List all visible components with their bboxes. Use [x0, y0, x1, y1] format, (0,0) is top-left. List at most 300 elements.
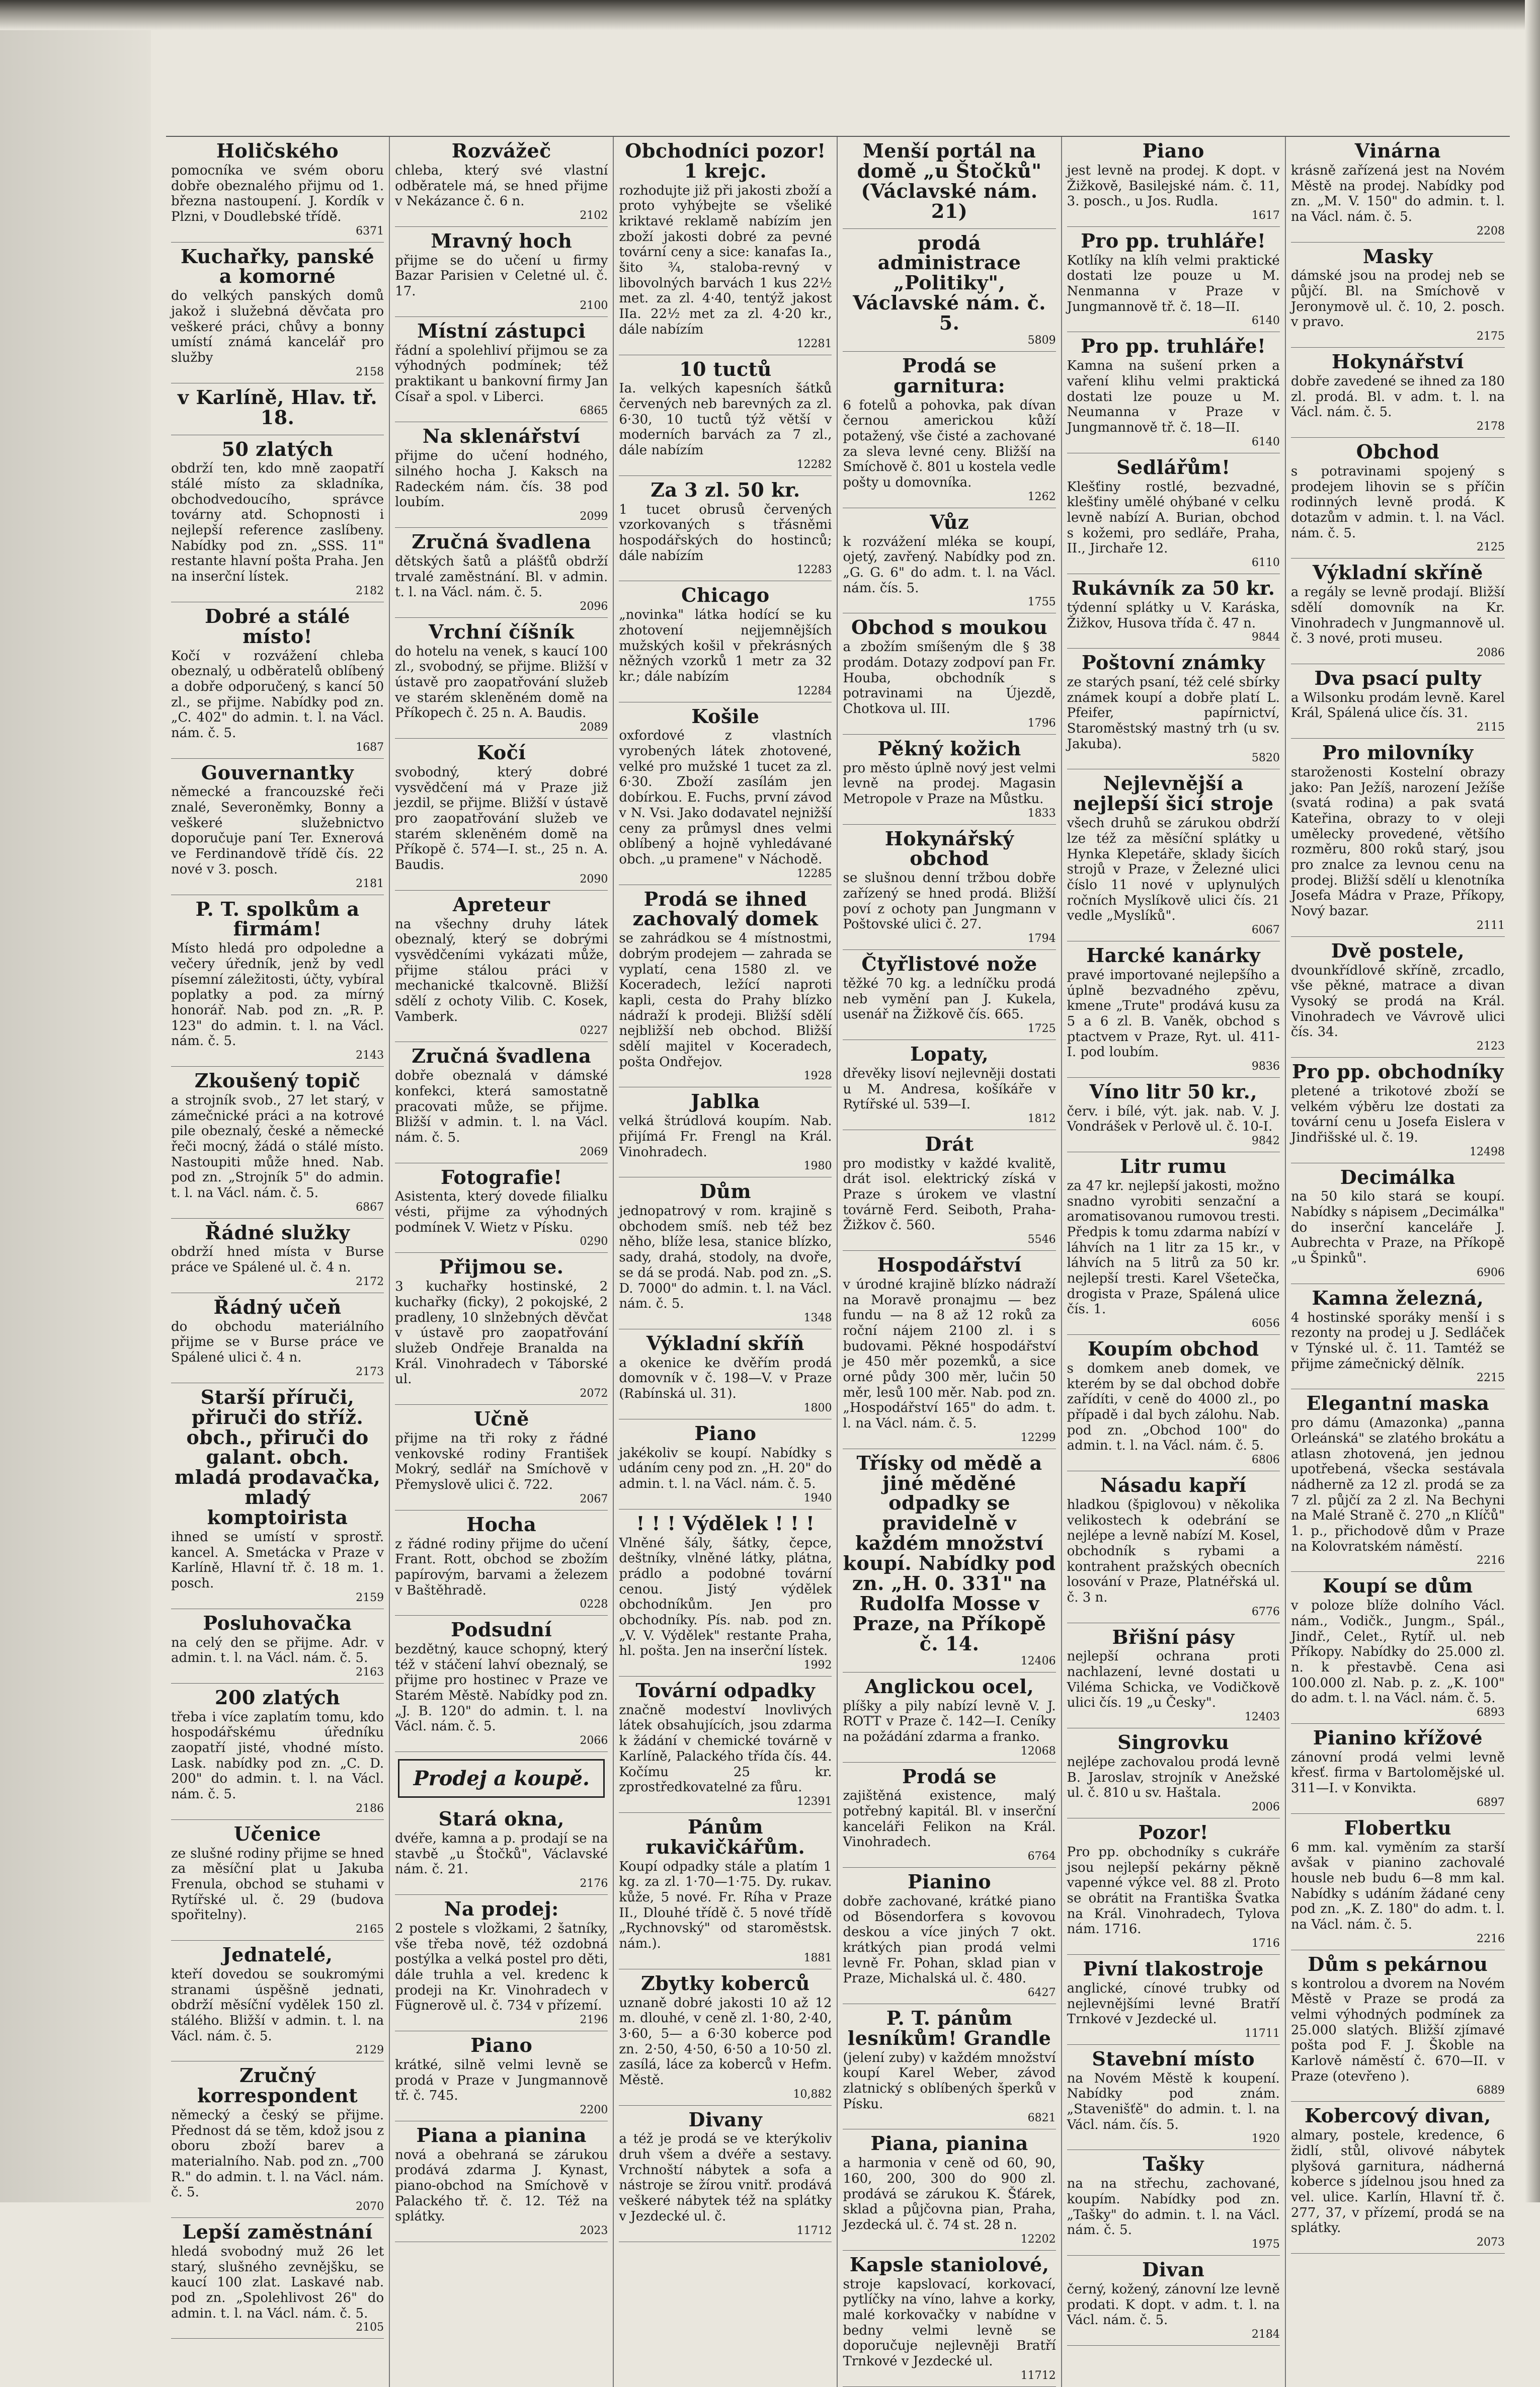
- ad-number: 2181: [356, 877, 384, 890]
- classified-ad: [619, 355, 832, 476]
- ad-title: Poštovní známky: [1081, 651, 1265, 674]
- ad-number: 5809: [1027, 334, 1056, 347]
- ad-text: oxfordové z vlastních vyrobených látek zhotovené, velké pro mužské 1 tucet za zl. 6·30. Zboží zasílám jen dobírkou. E. Fuchs, první závod v N. Vsi. Jako dodavatel nejnižší ceny za průmysl dnes velmi oblíbený a hojně vyhledávané obch. „u pramene" v Náchodě.: [619, 728, 832, 867]
- ad-title: P. T. spolkům a firmám!: [195, 897, 360, 940]
- ad-number: 2073: [1476, 2236, 1505, 2249]
- ad-text: s kontrolou a dvorem na Novém Městě v Praze se prodá za velmi výhodných podmínek za 25.000 slatých. Bližší zjímavé pošta pod F. J. Škoble na Karlově náměstí č. 670—II. v Praze (otevřeno ).: [1290, 1976, 1505, 2084]
- ad-number: 2090: [580, 872, 608, 886]
- ad-text: do hotelu na venek, s kaucí 100 zl., svobodný, se přijme. Bližší v ústavě pro zaopatřování služeb ve starém skleněném domě na Příkopech č. 25 n. A. Baudis.: [395, 644, 608, 721]
- ad-title: Vrchní číšník: [429, 620, 575, 643]
- classified-ad: [1291, 664, 1505, 739]
- classified-ad: [1067, 1078, 1280, 1152]
- ad-text: obdrží hned místa v Burse práce ve Spálené ul. č. 4 n.: [171, 1244, 384, 1276]
- ad-text: k rozvážení mléka se koupí, ojetý, zavřený. Nabídky pod zn. „G. G. 6" do adm. t. l. na Václ. nám. čís. 5.: [843, 534, 1056, 596]
- ad-title: Místní zástupci: [417, 319, 586, 342]
- classified-ad: [1291, 559, 1505, 664]
- ad-text: německé a francouzské řeči znalé, Severoněmky, Bonny a veškeré služebnictvo doporučuje paní Ter. Exnerová ve Ferdinandově třídě čís. 22 nové v 3. posch.: [171, 784, 384, 877]
- ad-title: 200 zlatých: [215, 1686, 341, 1709]
- ad-title: Hokynářský obchod: [884, 827, 1014, 870]
- ad-number: 5820: [1251, 752, 1280, 765]
- classified-ad: [395, 618, 608, 739]
- ad-title: Kuchařky, panské a komorné: [180, 245, 375, 288]
- ad-title: Gouvernantky: [201, 761, 354, 784]
- classified-ad: [1291, 1284, 1505, 1390]
- ad-text: a okenice ke dvěřím prodá domovník v č. 198—V. v Praze (Rabínská ul. 31).: [619, 1355, 832, 1402]
- classified-ad: [1291, 1389, 1505, 1572]
- ad-number: 2216: [1476, 1554, 1505, 1567]
- ad-text: pro modistky v každé kvalitě, drát isol. elektrický získá v Praze s úrokem ve vlastní továrně Ferd. Seiboth, Praha-Žižkov č. 560.: [843, 1156, 1056, 1233]
- ad-title: Pivní tlakostroje: [1083, 1957, 1264, 1980]
- ad-text: řádní a spolehliví přijmou se za výhodných podmínek; též praktikant u bankovní firmy Jan Císař a spol. v Liberci.: [395, 343, 608, 405]
- ad-title: Menší portál na domě „u Štočků" (Václavské nám. 21): [857, 139, 1042, 222]
- ad-title: ! ! ! Výdělek ! ! !: [636, 1511, 815, 1535]
- ad-number: 11712: [1020, 2369, 1056, 2382]
- classified-ad: [171, 435, 384, 602]
- ad-text: Místo hledá pro odpoledne a večery úředník, jenž by vedl písemní záležitosti, účty, vybíral poplatky a pod. za mírný honorář. Nab. pod zn. „R. P. 123" do admin. t. l. na Václ. nám. č. 5.: [171, 941, 384, 1049]
- ad-number: 2165: [356, 1923, 384, 1936]
- ad-title: Chicago: [681, 584, 770, 607]
- ad-number: 12391: [796, 1795, 832, 1808]
- classified-ad: [171, 759, 384, 895]
- ad-number: 12498: [1469, 1145, 1505, 1158]
- ad-text: anglické, cínové trubky od nejlevnějšími levné Bratří Trnkové v Jezdecké ul.: [1067, 1980, 1280, 2027]
- classified-ad: [843, 508, 1056, 614]
- classified-ad: [395, 1253, 608, 1405]
- ad-text: s potravinami spojený s prodejem lihovin se s příčin rodinných levně prodá. K dotazům v admin. t. l. na Václ. nám. č. 5.: [1290, 463, 1505, 541]
- classified-ad: [1291, 137, 1505, 243]
- ad-title: Hokynářství: [1331, 350, 1464, 373]
- classified-ad: [395, 1510, 608, 1616]
- classified-ad: [395, 1616, 608, 1752]
- ad-title: Sedlářům!: [1116, 455, 1231, 479]
- ad-text: do obchodu materiálního přijme se v Burse práce ve Spálené ulici č. 4 n.: [171, 1319, 384, 1366]
- ad-text: a zbožím smíšeným dle § 38 prodám. Dotazy zodpoví pan Fr. Houba, obchodník s potravinami na Újezdě, Chotkova ul. III.: [843, 640, 1056, 717]
- classified-ad: [843, 1251, 1056, 1449]
- ad-title: Piana, pianina: [870, 2132, 1028, 2155]
- ad-title: Dům: [699, 1180, 752, 1203]
- ad-number: 2125: [1476, 541, 1505, 554]
- ad-number: 2006: [1251, 1801, 1280, 1814]
- ad-title: Násadu kapří: [1100, 1473, 1247, 1496]
- ad-title: Kapsle staniolové,: [849, 2253, 1049, 2276]
- ad-text: a regály se levně prodají. Bližší sdělí domovník na Kr. Vinohradech v Jungmannově ul. č. 3 nové, proti museu.: [1290, 585, 1505, 647]
- ad-title: Prodá se garnitura:: [894, 354, 1006, 397]
- ad-number: 12284: [796, 684, 832, 697]
- ad-title: Piano: [694, 1421, 757, 1445]
- ad-text: se slušnou denní tržbou dobře zařízený se hned prodá. Bližší poví z ochoty pan Jungmann v Poštovské ulici č. 27.: [843, 870, 1056, 932]
- ad-number: 1975: [1251, 2238, 1280, 2251]
- ad-number: 12068: [1020, 1744, 1056, 1758]
- ad-number: 2208: [1476, 224, 1505, 237]
- ad-text: bezdětný, kauce schopný, který též v stáčení lahví obeznalý, se přijme pro hostinec v Praze ve Starém Městě. Nabídky pod zn. „J. B. 120" do admin. t. l. na Václ. nám. č. 5.: [395, 1642, 608, 1734]
- ad-text: zajištěná existence, malý potřebný kapitál. Bl. v inserční kanceláři Felikon na Král. Vinohradech.: [843, 1788, 1056, 1850]
- ad-number: 1992: [803, 1658, 832, 1672]
- ad-text: Kotlíky na klíh velmi praktické dostati lze pouze u M. Nenmanna v Praze v Jungmannově tř. č. 18—II.: [1067, 253, 1280, 314]
- classified-ad: [1067, 2150, 1280, 2256]
- ad-number: 6140: [1251, 435, 1280, 448]
- classified-ad: [1291, 2102, 1505, 2254]
- classified-ad: [171, 1293, 384, 1383]
- ad-number: 12285: [796, 867, 832, 880]
- ad-number: 2069: [580, 1145, 608, 1158]
- ad-title: Zručná švadlena: [412, 1045, 592, 1068]
- classified-ad: [843, 2129, 1056, 2250]
- classified-ad: [843, 950, 1056, 1040]
- ad-text: nejlepší ochrana proti nachlazení, levné dostati u Viléma Schicka, ve Vodičkově ulici čís. 19 „u Česky".: [1067, 1649, 1280, 1711]
- classified-ad: [395, 137, 608, 227]
- ad-number: 2023: [580, 2224, 608, 2238]
- ad-number: 1755: [1027, 596, 1056, 609]
- ad-text: dvéře, kamna a p. prodají se na stavbě „u Štočků", Václavské nám. č. 21.: [395, 1831, 608, 1877]
- ad-title: Výkladní skříň: [646, 1331, 804, 1355]
- classified-ad: [843, 1040, 1056, 1130]
- classified-ad: [1067, 2045, 1280, 2151]
- ad-title: Mravný hoch: [431, 229, 573, 252]
- ad-text: 1 tucet obrusů červených vzorkovaných s třásněmi hospodářských do hostinců; dále nabízím: [619, 502, 832, 564]
- ad-number: 2100: [580, 299, 608, 312]
- ad-text: (jelení zuby) v každém množství koupí Karel Weber, závod zlatnický s oblíbených šperků v Písku.: [843, 2050, 1056, 2112]
- ad-title: Lopaty,: [910, 1042, 989, 1065]
- ad-number: 0228: [580, 1598, 608, 1611]
- classified-ad: [395, 1163, 608, 1253]
- ad-text: Kamna na sušení prken a vaření klihu velmi praktická dostati lze pouze u M. Neumanna v Praze v Jungmannově tř. č. 18—II.: [1067, 358, 1280, 436]
- ad-title: Harcké kanárky: [1086, 943, 1261, 967]
- ad-title: Pro pp. truhláře!: [1081, 335, 1266, 358]
- ad-title: Čtyřlistové nože: [861, 952, 1037, 976]
- ad-text: obdrží ten, kdo mně zaopatří stálé místo za skladníka, obchodvedoucího, správce továrny atd. Schopnosti i nejlepší reference zaslíbeny. Nabídky pod zn. „SSS. 11" restante hlavní pošta Praha. Jen na inserční lístek.: [171, 461, 384, 585]
- ad-title: Koupím obchod: [1087, 1337, 1259, 1361]
- ad-text: přijme se do učení u firmy Bazar Parisien v Celetné ul. č. 17.: [395, 253, 608, 299]
- ad-number: 2196: [580, 2013, 608, 2026]
- page-top-edge: [0, 0, 1540, 30]
- ad-title: Elegantní maska: [1306, 1392, 1490, 1415]
- classified-ad: [619, 581, 832, 702]
- ad-text: na celý den se přijme. Adr. v admin. t. l. na Václ. nám. č. 5.: [171, 1635, 384, 1666]
- ad-title: Zručná švadlena: [412, 530, 592, 553]
- ad-text: uznaně dobré jakosti 10 až 12 m. dlouhé, v ceně zl. 1·80, 2·40, 3·60, 5— a 6·30 koberce pod zn. 2·50, 4·50, 6·50 a 10·50 zl. zasílá, láce za koberců v Hefm. Městě.: [619, 1995, 832, 2088]
- ad-number: 6806: [1251, 1453, 1280, 1466]
- ad-title: Decimálka: [1340, 1165, 1456, 1188]
- ad-title: Stará okna,: [438, 1807, 564, 1831]
- ad-title: Dva psací pulty: [1314, 666, 1482, 689]
- ad-number: 6056: [1251, 1317, 1280, 1330]
- ad-text: hladkou (špiglovou) v několika velikostech k odebrání se nejlépe a levně nabízí M. Kosel, obchodník s rybami a kontrahent pražských obecních losování v Praze, Platnéřská ul. č. 3 n.: [1067, 1497, 1280, 1605]
- ad-number: 2070: [356, 2200, 384, 2213]
- ad-number: 1796: [1027, 717, 1056, 730]
- ad-text: 2 postele s vložkami, 2 šatníky, vše třeba nově, též ozdobná postýlka a velká postel pro děti, dále truhla a vel. kredenc k prodeji na Kr. Vinohradech v Fügnerově ul. č. 734 v přízemí.: [395, 1921, 608, 2014]
- ad-text: pletené a trikotové zboží se velkém výběru lze dostati za tovární cenu u Josefa Eislera v Jindřišské ul. č. 19.: [1290, 1083, 1505, 1145]
- ad-number: 1725: [1027, 1022, 1056, 1035]
- page-binding: [0, 0, 151, 2202]
- classified-ad: [171, 602, 384, 759]
- classified-ad: [619, 1419, 832, 1509]
- ad-number: 2105: [356, 2321, 384, 2334]
- ad-title: Dům s pekárnou: [1308, 1952, 1488, 1975]
- ad-title: Kočí: [477, 741, 526, 764]
- ad-title: Divany: [688, 2108, 763, 2131]
- ad-text: Kočí v rozvážení chleba obeznalý, u odběratelů oblíbený a dobře odporučený, s kancí 50 zl., se přijme. Nabídky pod zn. „C. 402" do admin. t. l. na Václ. nám. č. 5.: [171, 648, 384, 741]
- ad-number: 2089: [580, 721, 608, 734]
- ad-title: Víno litr 50 kr.,: [1089, 1080, 1258, 1103]
- classified-ad: [1291, 1058, 1505, 1163]
- classified-ad: [171, 1219, 384, 1293]
- ad-title: Anglickou ocel,: [865, 1675, 1034, 1698]
- classified-ad: [1067, 1728, 1280, 1818]
- ad-title: Výkladní skříně: [1313, 561, 1483, 584]
- ad-number: 1800: [803, 1401, 832, 1414]
- classified-ad: [1067, 1471, 1280, 1623]
- ad-title: Divan: [1142, 2258, 1205, 2281]
- ad-title: Obchod: [1356, 440, 1440, 463]
- ad-number: 0290: [580, 1235, 608, 1248]
- ad-number: 1920: [1251, 2132, 1280, 2145]
- ad-text: jest levně na prodej. K dopt. v Žižkově, Basilejské nám. č. 11, 3. posch., u Jos. Rudla.: [1067, 163, 1280, 209]
- classified-ad: [171, 1941, 384, 2061]
- ad-title: Koupí se dům: [1323, 1574, 1473, 1598]
- ad-title: Starší příruči, přiruči do stříž. obch., přiruči do galant. obch. mladá prodavačka, mladý komptoirista: [174, 1385, 381, 1529]
- ad-title: Za 3 zl. 50 kr.: [651, 478, 800, 501]
- ad-column-6: [1286, 137, 1510, 2387]
- classified-ad: [1291, 243, 1505, 348]
- ad-column-3: [614, 137, 838, 2387]
- ad-number: 6110: [1251, 556, 1280, 569]
- classified-ad: [395, 422, 608, 528]
- classified-ad: [843, 735, 1056, 825]
- ad-text: na všechny druhy látek obeznalý, který se dobrými vysvědčeními vykázati může, přijme stálou práci v mechanické tkalcovně. Bližší sdělí z ochoty Vilib. C. Kosek, Vamberk.: [395, 916, 608, 1024]
- ad-number: 1617: [1251, 209, 1280, 222]
- ad-title: Pianino: [907, 1870, 992, 1893]
- classified-ad: [619, 1969, 832, 2106]
- ad-number: 6821: [1027, 2112, 1056, 2125]
- ad-number: 2111: [1476, 919, 1505, 932]
- ad-number: 2184: [1251, 2328, 1280, 2341]
- ad-title: Přijmou se.: [439, 1255, 564, 1279]
- classified-ad: [395, 739, 608, 891]
- ad-text: přijme do učení hodného, silného hocha J. Kaksch na Radeckém nám. čís. 38 pod loubím.: [395, 448, 608, 510]
- classified-ad: [1067, 1818, 1280, 1955]
- classified-ad: [619, 1087, 832, 1177]
- classified-ad: [843, 1673, 1056, 1763]
- classified-ad: [843, 1868, 1056, 2004]
- ad-text: se zahrádkou se 4 místnostmi, dobrým prodejem — zahrada se vyplatí, cena 1580 zl. ve Koceradech, ležící naproti kapli, cesta do Prahy blízko nádraží k prodeji. Bližší sdělí nejbližší neb obchod. Bližší sdělí majitel v Koceradech, pošta Ondřejov.: [619, 931, 832, 1070]
- classified-ad: [395, 1895, 608, 2031]
- ad-text: dobře zachované, krátké piano od Bösendorfera s kovovou deskou a více jiných 7 okt. krátkých pian prodá velmi levně Fr. Pohan, sklad pian v Praze, Michalská ul. č. 480.: [843, 1893, 1056, 1986]
- classified-ad: [843, 137, 1056, 229]
- classified-ad: [1067, 769, 1280, 941]
- ad-number: 1348: [803, 1311, 832, 1324]
- ad-text: týdenní splátky u V. Karáska, Žižkov, Husova třída č. 47 n.: [1067, 600, 1280, 631]
- ad-title: Apreteur: [452, 893, 550, 916]
- ad-text: ze slušné rodiny přijme se hned za měsíční plat u Jakuba Frenula, obchod se stuhami v Rytířské ul. č. 29 (budova spořitelny).: [171, 1846, 384, 1923]
- ad-number: 2182: [356, 584, 384, 597]
- classified-ad: [1291, 1814, 1505, 1950]
- classified-ad: [171, 383, 384, 435]
- ad-text: kteří dovedou se soukromými stranami úspěšně jednati, obdrží měsíční vydělek 150 zl. stálého. Bližší v admin. t. l. na Václ. nám. č. 5.: [171, 1966, 384, 2044]
- ad-text: svobodný, který dobré vysvědčení má v Praze již jezdil, se přijme. Bližší v ústavě pro zaopatřování služeb ve starém skleněném domě na Příkopě č. 574—I. st., 25 n. A. Baudis.: [395, 765, 608, 873]
- classified-ad: [171, 1820, 384, 1941]
- ad-number: 0227: [580, 1024, 608, 1038]
- ad-text: plíšky a pily nabízí levně V. J. ROTT v Praze č. 142—I. Ceníky na požádání zdarma a franko.: [843, 1698, 1056, 1744]
- classified-ad: [1067, 332, 1280, 453]
- ad-title: Břišní pásy: [1112, 1625, 1235, 1648]
- classified-ad: [1291, 1163, 1505, 1284]
- ad-text: 3 kuchařky hostinské, 2 kuchařky (ficky), 2 pokojské, 2 pradleny, 10 slnžebných děvčat v ústavě pro zaopatřování služeb Ondřeje Branalda na Král. Vinohradech v Táborské ul.: [395, 1279, 608, 1387]
- ad-title: Pěkný kožich: [877, 737, 1021, 760]
- ad-title: Tovární odpadky: [635, 1679, 816, 1702]
- classified-ad: [843, 1130, 1056, 1251]
- classified-ad: [1291, 1950, 1505, 2102]
- ad-title: Dobré a stálé místo!: [205, 604, 350, 648]
- ad-text: hledá svobodný muž 26 let starý, slušného zevnějšku, se kaucí 100 zlat. Laskavé nab. pod zn. „Spolehlivost 26" do admin. t. l. na Václ. nám. č. 5.: [171, 2244, 384, 2321]
- ad-text: nejlépe zachovalou prodá levně B. Jaroslav, strojník v Anežské ul. č. 810 u sv. Haštala.: [1067, 1755, 1280, 1801]
- ad-text: s domkem aneb domek, ve kterém by se dal obchod dobře zařídíti, v ceně do 4000 zl., po případě i dal bych zálohu. Nab. pod zn. „Obchod 100" do admin. t. l. na Václ. nám. č. 5.: [1067, 1361, 1280, 1454]
- ad-text: zánovní prodá velmi levně křesť. firma v Bartolomějské ul. 311—I. v Konvikta.: [1290, 1749, 1505, 1796]
- classified-ad: [619, 1329, 832, 1419]
- classified-columns: [166, 136, 1510, 2382]
- ad-number: 2115: [1476, 721, 1505, 734]
- classified-ad: [171, 1684, 384, 1820]
- ad-title: Litr rumu: [1120, 1155, 1227, 1178]
- ad-title: Zkoušený topič: [194, 1069, 361, 1092]
- ad-title: 50 zlatých: [221, 437, 334, 460]
- ad-text: na Novém Městě k koupení. Nabídky pod znám. „Stavenišťě" do admin. t. l. na Václ. nám. čís. 5.: [1067, 2071, 1280, 2132]
- ad-text: Ia. velkých kapesních šátků červených neb barevných za zl. 6·30, 10 tuctů týž větší v moderních barvách za 7 zl., dále nabízím: [619, 381, 832, 458]
- classified-ad: [619, 702, 832, 885]
- ad-number: 1262: [1027, 490, 1056, 503]
- ad-number: 9842: [1251, 1135, 1280, 1148]
- ad-text: na na střechu, zachované, koupím. Nabídky pod zn. „Tašky" do admin. t. l. na Václ. nám. č. 5.: [1067, 2176, 1280, 2238]
- ad-title: Masky: [1362, 245, 1433, 268]
- ad-number: 1716: [1251, 1937, 1280, 1950]
- ad-title: Piano: [470, 2033, 533, 2056]
- ad-text: a harmonia v ceně od 60, 90, 160, 200, 300 do 900 zl. prodává se zárukou K. Šťárek, sklad a půjčovna pian, Praha, Jezdecká ul. č. 74 st. 28 n.: [843, 2156, 1056, 2233]
- ad-title: Jablka: [691, 1090, 760, 1113]
- ad-number: 10,882: [793, 2088, 832, 2101]
- ad-title: Vůz: [930, 510, 969, 533]
- ad-number: 6897: [1476, 1796, 1505, 1809]
- ad-title: Na sklenářství: [422, 425, 581, 448]
- classified-ad: [843, 1763, 1056, 1868]
- ad-text: za 47 kr. nejlepší jakosti, možno snadno vyrobiti senzační a aromatisovanou rumovou tresti. Předpis k tomu zdarma nabízí v láhvích na 1 litr za 15 kr., v láhvích na 5 litrů za 50 kr. nejlepší tresti. Karel Všetečka, drogista v Praze, Spálená ulice čís. 1.: [1067, 1178, 1280, 1317]
- ad-text: v úrodné krajině blízko nádraží na Moravě pronajmu — bez fundu — na 8 až 12 roků za roční nájem 2100 zl. i s budovami. Pěkné hospodářství je 450 měr pozemků, a sice orné půdy 300 měr, lučin 50 měr, lesů 100 měr. Nab. pod zn. „Hospodářství 165" do adm. t. l. na Václ. nám. č. 5.: [843, 1277, 1056, 1431]
- classified-ad: [1067, 1152, 1280, 1335]
- classified-ad: [395, 2121, 608, 2242]
- ad-text: Pro pp. obchodníky s cukráře jsou nejlepší pekárny pěkně vapenné výkce vel. 88 zl. Proto se obrátit na Františka Švatka na Král. Vinohradech, Tylova nám. 1716.: [1067, 1844, 1280, 1937]
- classified-ad: [1067, 941, 1280, 1078]
- classified-ad: [843, 613, 1056, 734]
- ad-number: 12299: [1020, 1431, 1056, 1444]
- ad-text: chleba, který své vlastní odběratele má, se hned přijme v Nekázance č. 6 n.: [395, 163, 608, 209]
- ad-text: ze starých psaní, též celé sbírky známek koupí a dobře platí L. Pfeifer, papírnictví, Staroměstský mastný trh (u sv. Jakuba).: [1067, 675, 1280, 752]
- ad-number: 6893: [1476, 1706, 1505, 1719]
- classified-ad: [619, 2106, 832, 2242]
- ad-number: 12281: [796, 337, 832, 350]
- ad-title: Stavební místo: [1092, 2047, 1255, 2070]
- ad-number: 6764: [1027, 1850, 1056, 1863]
- classified-ad: [395, 227, 608, 317]
- ad-number: 2099: [580, 510, 608, 523]
- ad-number: 2175: [1476, 330, 1505, 343]
- ad-column-2: [390, 137, 614, 2387]
- ad-text: dřevěky lisoví nejlevněji dostati u M. Andresa, košíkáře v Rytířské ul. 539—I.: [843, 1066, 1056, 1112]
- classified-ad: [619, 476, 832, 582]
- ad-title: Na prodej:: [444, 1897, 559, 1921]
- ad-number: 1940: [803, 1491, 832, 1504]
- ad-number: 6776: [1251, 1605, 1280, 1618]
- ad-text: pomocníka ve svém oboru dobře obeznalého přijmu od 1. března nastoupení. J. Kordík v Plzni, v Doudlebské třídě.: [171, 163, 384, 224]
- ad-number: 2102: [580, 209, 608, 222]
- ad-title: Rukávník za 50 kr.: [1071, 576, 1275, 599]
- ad-number: 12283: [796, 564, 832, 577]
- page-right-edge: [1525, 0, 1540, 2202]
- ad-number: 6371: [356, 224, 384, 237]
- ad-text: a též je prodá se ve kterýkoliv druh všem a dvéře a sestavy. Vrchnoští nábytek a sofa a nástroje se žírou vnitř. prodává veškeré nábytek též na splátky v Jezdecké ul. č.: [619, 2131, 832, 2224]
- ad-number: 1833: [1027, 807, 1056, 820]
- ad-number: 6889: [1476, 2084, 1505, 2097]
- classified-ad: [1291, 1572, 1505, 1724]
- ad-text: staroženosti Kostelní obrazy jako: Pan Ježíš, narození Ježíše (svatá rodina) a pak svatá Kateřina, obrazy to v oleji umělecky provedené, většího rozměru, 800 roků starý, jsou pro znalce za levnou cenu na prodej. Bližší sdělí u klenotníka Josefa Mádra v Praze, Příkopy, Nový bazar.: [1290, 765, 1505, 919]
- ad-title: Fotografie!: [440, 1165, 562, 1188]
- classified-ad: [1067, 227, 1280, 333]
- ad-number: 2178: [1476, 420, 1505, 433]
- ad-number: 1928: [803, 1070, 832, 1083]
- classified-ad: [395, 1805, 608, 1895]
- classified-ad: [395, 317, 608, 423]
- ad-title: Podsudní: [451, 1618, 552, 1641]
- ad-number: 1794: [1027, 932, 1056, 945]
- classified-ad: [1067, 453, 1280, 574]
- ad-title: Učenice: [233, 1822, 321, 1845]
- classified-ad: [1067, 1623, 1280, 1729]
- classified-ad: [843, 2004, 1056, 2129]
- ad-number: 11712: [796, 2224, 832, 2237]
- ad-text: z řádné rodiny přijme do učení Frant. Rott, obchod se zbožím papírovým, barvami a železem v Baštěhradě.: [395, 1536, 608, 1598]
- classified-ad: [619, 1813, 832, 1969]
- ad-text: dobře obeznalá v dámské konfekci, která samostatně pracovati může, se přijme. Bližší v admin. t. l. na Václ. nám. č. 5.: [395, 1068, 608, 1145]
- ad-text: Koupí odpadky stále a platím 1 kg. za zl. 1·70—1·75. Dy. rukav. kůže, 5 nové. Fr. Ríha v Praze II., Dlouhé třídě č. 5 nové třídě „Rychnovský" od staroměstsk. nám.).: [619, 1859, 832, 1951]
- ad-number: 2215: [1476, 1372, 1505, 1385]
- ad-number: 2172: [356, 1275, 384, 1288]
- ad-number: 12406: [1020, 1654, 1056, 1667]
- ad-title: Zručný korrespondent: [197, 2064, 358, 2107]
- ad-text: Klešťiny rostlé, bezvadné, klešťiny umělé ohýbané v celku levně nabízí A. Burian, obchod s kožemi, pro sedláře, Praha, II., Jirchaře 12.: [1067, 479, 1280, 556]
- ad-number: 2176: [580, 1877, 608, 1890]
- classified-ad: [1291, 739, 1505, 937]
- ad-title: Posluhovačka: [203, 1611, 352, 1634]
- ad-text: ihned se umístí v sprostř. kancel. A. Smetácka v Praze v Karlíně, Hlavní tř. č. 18 m. 1. posch.: [171, 1529, 384, 1591]
- ad-title: Dvě postele,: [1331, 939, 1465, 962]
- classified-ad: [843, 825, 1056, 950]
- classified-ad: [1291, 1724, 1505, 1814]
- classified-ad: [395, 528, 608, 618]
- ad-text: dětských šatů a plášťů obdrží trvalé zaměstnání. Bl. v admin. t. l. na Václ. nám. č. 5.: [395, 553, 608, 600]
- ad-number: 2086: [1476, 646, 1505, 659]
- ad-title: Zbytky koberců: [641, 1971, 810, 1995]
- ad-text: a strojník svob., 27 let starý, v zámečnické práci a na kotrové pile obeznalý, české a německé řeči mocný, žádá o stálé místo. Nastoupiti může hned. Nab. pod zn. „Strojník 5" do admin. t. l. na Václ. nám. č. 5.: [171, 1092, 384, 1201]
- ad-title: Kamna železná,: [1312, 1286, 1484, 1309]
- ad-number: 12202: [1020, 2233, 1056, 2246]
- classified-ad: [843, 229, 1056, 352]
- ad-number: 2186: [356, 1802, 384, 1815]
- ad-text: velká štrúdlová koupím. Nab. přijímá Fr. Frengl na Král. Vinohradech.: [619, 1113, 832, 1160]
- classified-ad: [1067, 137, 1280, 227]
- ad-number: 2123: [1476, 1040, 1505, 1053]
- ad-text: krásně zařízená jest na Novém Městě na prodej. Nabídky pod zn. „M. V. 150" do admin. t. l. na Václ. nám. č. 5.: [1290, 163, 1505, 224]
- ad-title: Holičského: [216, 139, 339, 162]
- ad-text: „novinka" látka hodící se ku zhotovení nejjemnějších mužských košil v překrásných něžných vzorků 1 metr za 32 kr.; dále nabízím: [619, 607, 832, 684]
- classified-ad: [171, 2061, 384, 2218]
- ad-title: Lepší zaměstnání: [182, 2220, 373, 2244]
